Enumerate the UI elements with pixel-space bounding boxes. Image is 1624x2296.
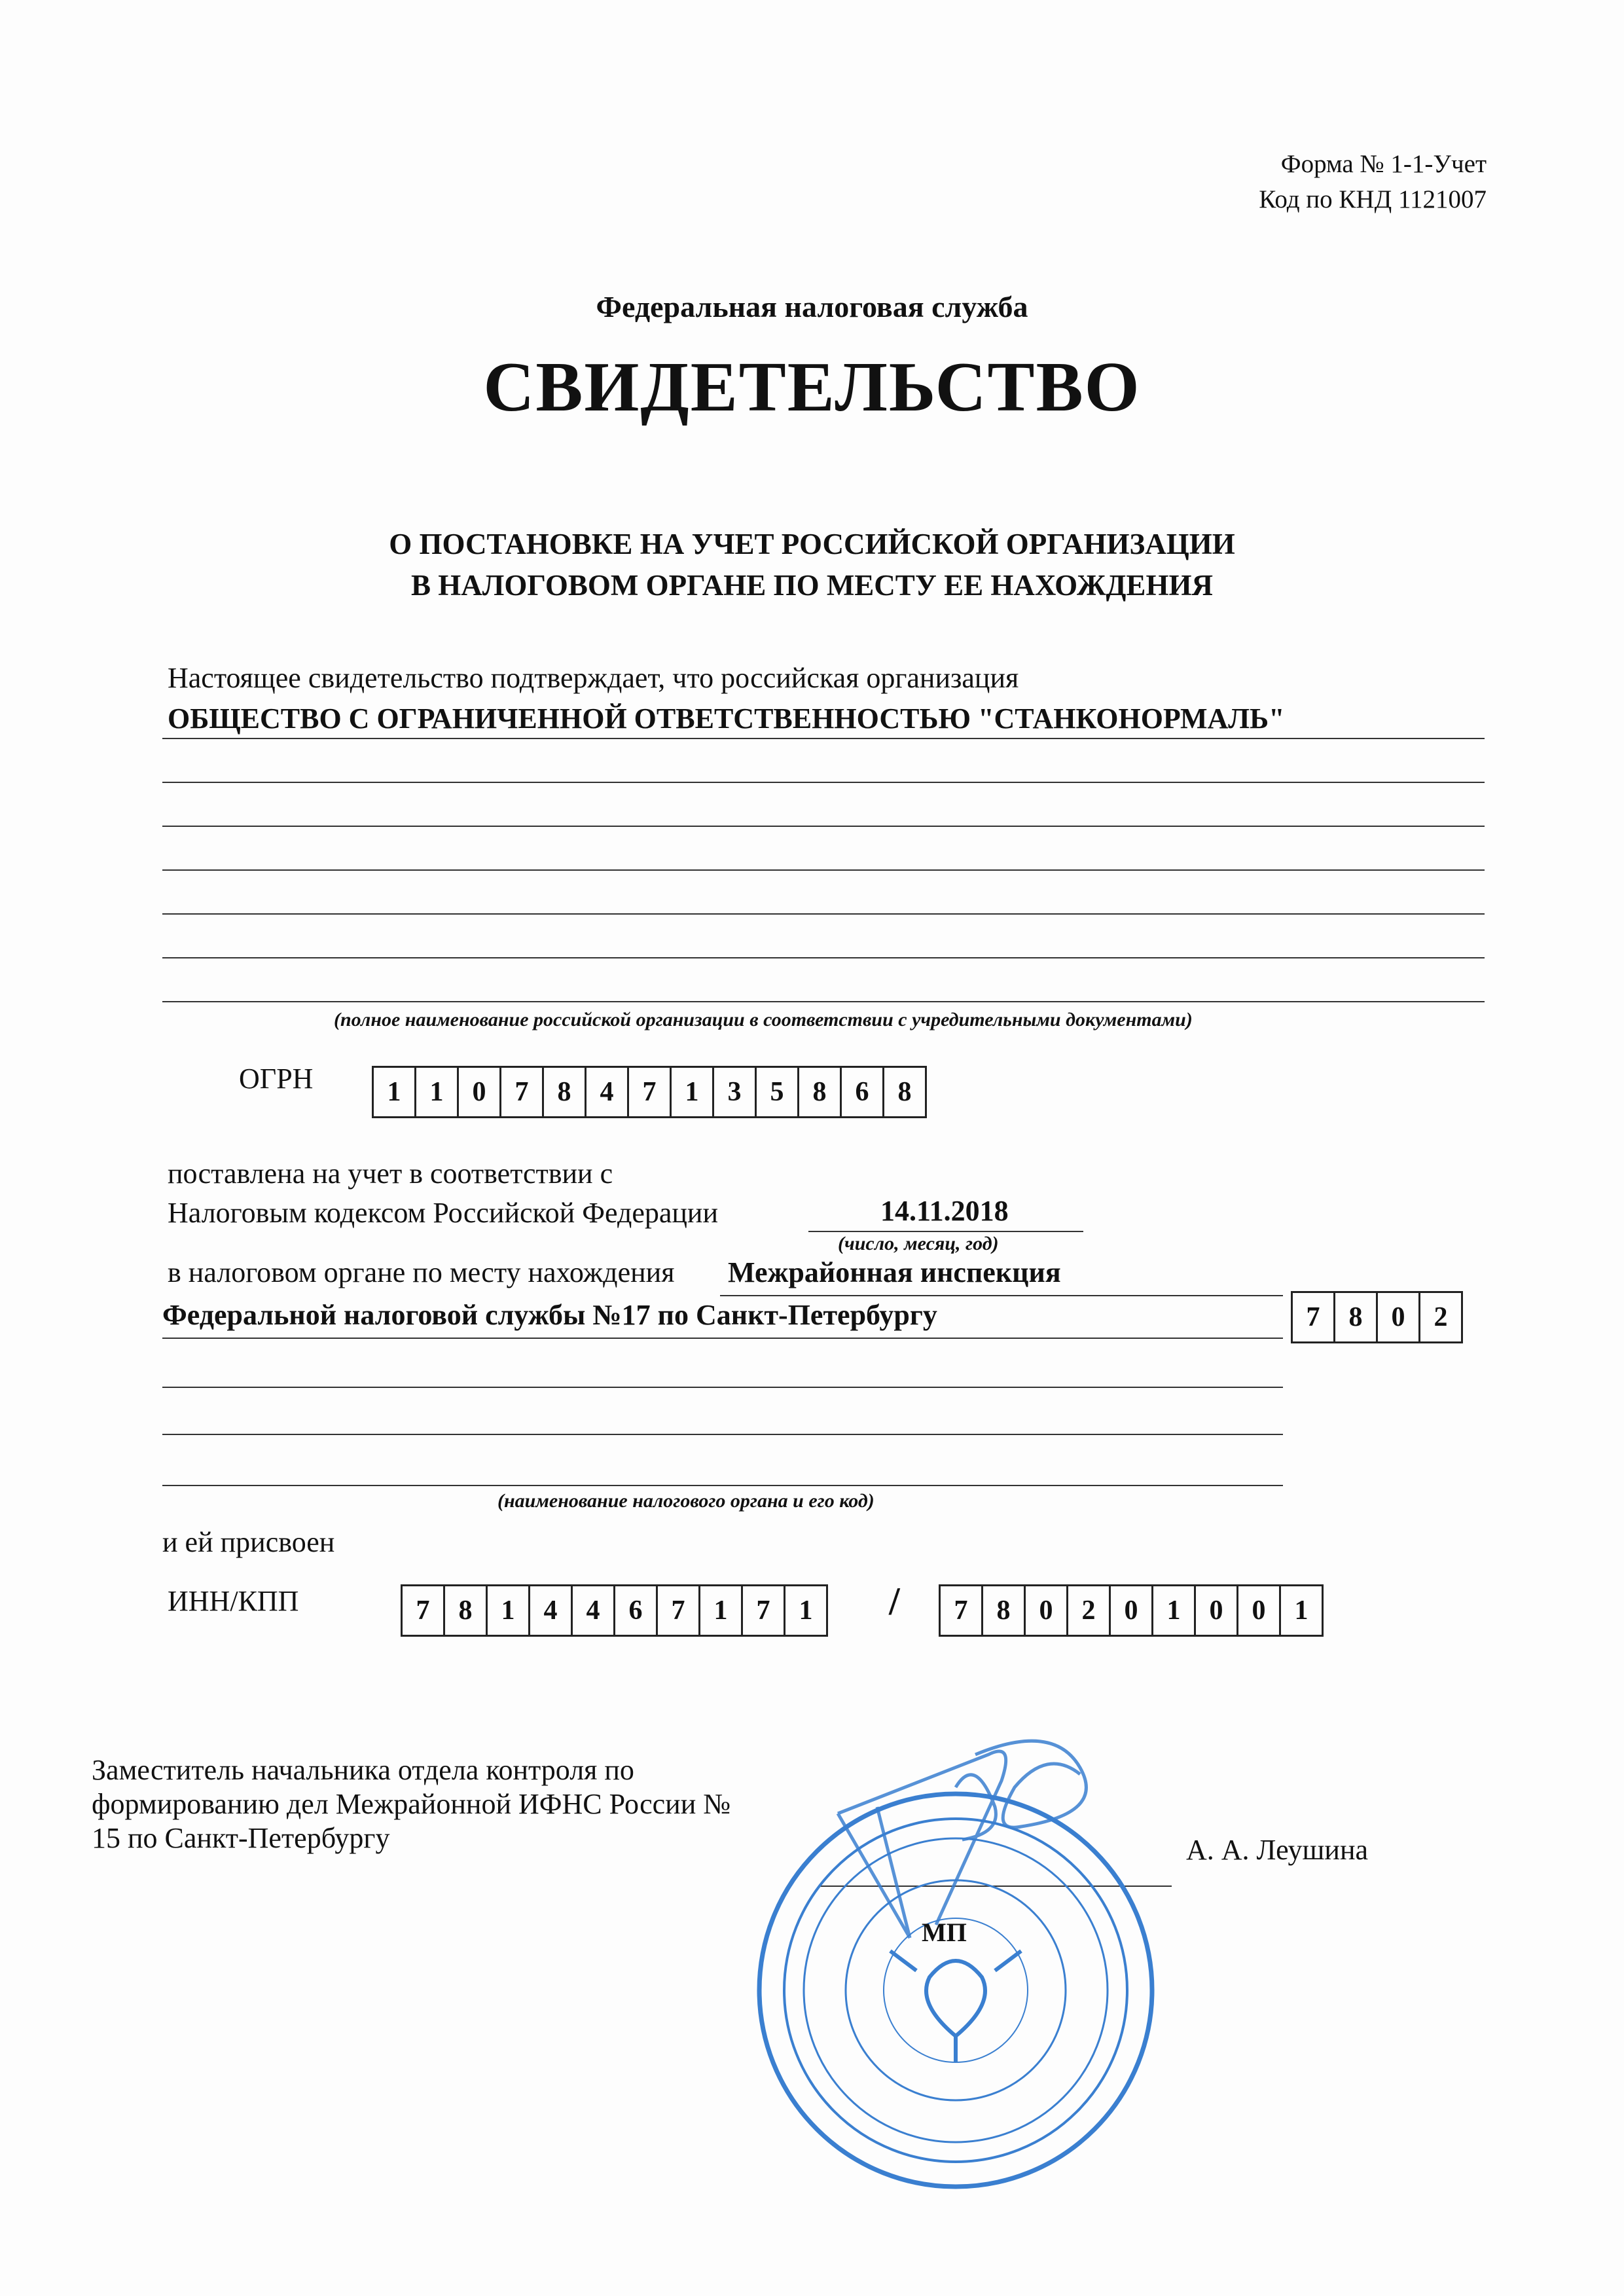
authority-rule [162, 1387, 1283, 1388]
org-name-rule [162, 1001, 1485, 1002]
ogrn-label: ОГРН [239, 1063, 314, 1095]
knd-code: Код по КНД 1121007 [1259, 185, 1487, 213]
inn-digit: 6 [615, 1586, 658, 1635]
org-name-rule [162, 913, 1485, 915]
kpp-digit: 7 [941, 1586, 983, 1635]
ogrn-digit: 4 [586, 1068, 629, 1116]
authority-rule [162, 1434, 1283, 1435]
kpp-digit: 0 [1238, 1586, 1281, 1635]
authority-rule [162, 1338, 1283, 1339]
org-name-rule [162, 957, 1485, 958]
ogrn-digit: 7 [629, 1068, 672, 1116]
inn-digit: 4 [573, 1586, 615, 1635]
org-name-rule [162, 826, 1485, 827]
ogrn-digit: 8 [544, 1068, 586, 1116]
inn-kpp-label: ИНН/КПП [168, 1585, 299, 1617]
form-number: Форма № 1-1-Учет [1280, 150, 1487, 178]
org-name-rule [162, 869, 1485, 871]
registration-date: 14.11.2018 [880, 1195, 1009, 1227]
org-name-rule [162, 738, 1485, 739]
inn-digit: 7 [743, 1586, 785, 1635]
kpp-digit: 1 [1153, 1586, 1196, 1635]
kpp-cells [939, 1584, 1324, 1637]
inn-digit: 7 [658, 1586, 700, 1635]
ogrn-digit: 7 [501, 1068, 544, 1116]
organization-caption: (полное наименование российской организации в соответствии с учредительными документами) [334, 1009, 1193, 1030]
organization-name: ОБЩЕСТВО С ОГРАНИЧЕННОЙ ОТВЕТСТВЕННОСТЬЮ "СТАНКОНОРМАЛЬ" [168, 702, 1285, 735]
inn-kpp-separator: / [889, 1580, 900, 1623]
ogrn-digit: 1 [416, 1068, 459, 1116]
kpp-digit: 8 [983, 1586, 1026, 1635]
registration-line-1: поставлена на учет в соответствии с [168, 1157, 613, 1190]
ogrn-digit: 8 [799, 1068, 842, 1116]
kpp-digit: 0 [1026, 1586, 1068, 1635]
ogrn-digit: 1 [374, 1068, 416, 1116]
subtitle-line-1: О ПОСТАНОВКЕ НА УЧЕТ РОССИЙСКОЙ ОРГАНИЗАЦИИ [389, 528, 1235, 560]
ogrn-digit: 0 [459, 1068, 501, 1116]
assigned-label: и ей присвоен [162, 1526, 335, 1558]
inn-digit: 1 [488, 1586, 530, 1635]
inn-digit: 1 [700, 1586, 743, 1635]
document-title: СВИДЕТЕЛЬСТВО [483, 348, 1141, 426]
signatory-position-line-2: формированию дел Межрайонной ИФНС России № [92, 1788, 731, 1820]
kpp-digit: 0 [1196, 1586, 1238, 1635]
authority-prefix: в налоговом органе по месту нахождения [168, 1256, 675, 1288]
ogrn-digit: 6 [842, 1068, 884, 1116]
inn-cells [401, 1584, 828, 1637]
date-caption: (число, месяц, год) [838, 1233, 999, 1254]
signatory-name: А. А. Леушина [1186, 1834, 1369, 1866]
signatory-position-line-3: 15 по Санкт-Петербургу [92, 1822, 390, 1854]
ogrn-digit: 1 [672, 1068, 714, 1116]
inn-digit: 7 [403, 1586, 445, 1635]
org-name-rule [162, 782, 1485, 783]
ogrn-digit: 3 [714, 1068, 757, 1116]
kpp-digit: 1 [1294, 1595, 1308, 1626]
stamp-mark: МП [922, 1918, 967, 1947]
authority-code-digit: 8 [1335, 1293, 1378, 1341]
agency-name: Федеральная налоговая служба [596, 290, 1028, 323]
signatory-position-line-1: Заместитель начальника отдела контроля по [92, 1754, 634, 1786]
authority-rule [720, 1295, 1283, 1296]
ogrn-digit: 8 [897, 1077, 912, 1107]
inn-digit: 8 [445, 1586, 488, 1635]
authority-code-cells [1291, 1291, 1463, 1343]
registration-line-2: Налоговым кодексом Российской Федерации [168, 1197, 719, 1229]
authority-caption: (наименование налогового органа и его код) [497, 1490, 875, 1512]
ogrn-digit: 5 [757, 1068, 799, 1116]
authority-code-digit: 0 [1378, 1293, 1420, 1341]
ogrn-cells [372, 1066, 927, 1118]
authority-line-2: Федеральной налоговой службы №17 по Санкт-Петербургу [162, 1299, 937, 1331]
authority-rule [162, 1485, 1283, 1486]
subtitle-line-2: В НАЛОГОВОМ ОРГАНЕ ПО МЕСТУ ЕЕ НАХОЖДЕНИЯ [411, 569, 1213, 602]
date-rule [808, 1231, 1083, 1232]
inn-digit: 1 [799, 1595, 813, 1626]
authority-code-digit: 7 [1293, 1293, 1335, 1341]
kpp-digit: 2 [1068, 1586, 1111, 1635]
kpp-digit: 0 [1111, 1586, 1153, 1635]
authority-code-digit: 2 [1434, 1302, 1448, 1332]
official-stamp [740, 1728, 1198, 2200]
authority-line-1: Межрайонная инспекция [728, 1256, 1061, 1288]
inn-digit: 4 [530, 1586, 573, 1635]
intro-text: Настоящее свидетельство подтверждает, что российская организация [168, 662, 1019, 694]
